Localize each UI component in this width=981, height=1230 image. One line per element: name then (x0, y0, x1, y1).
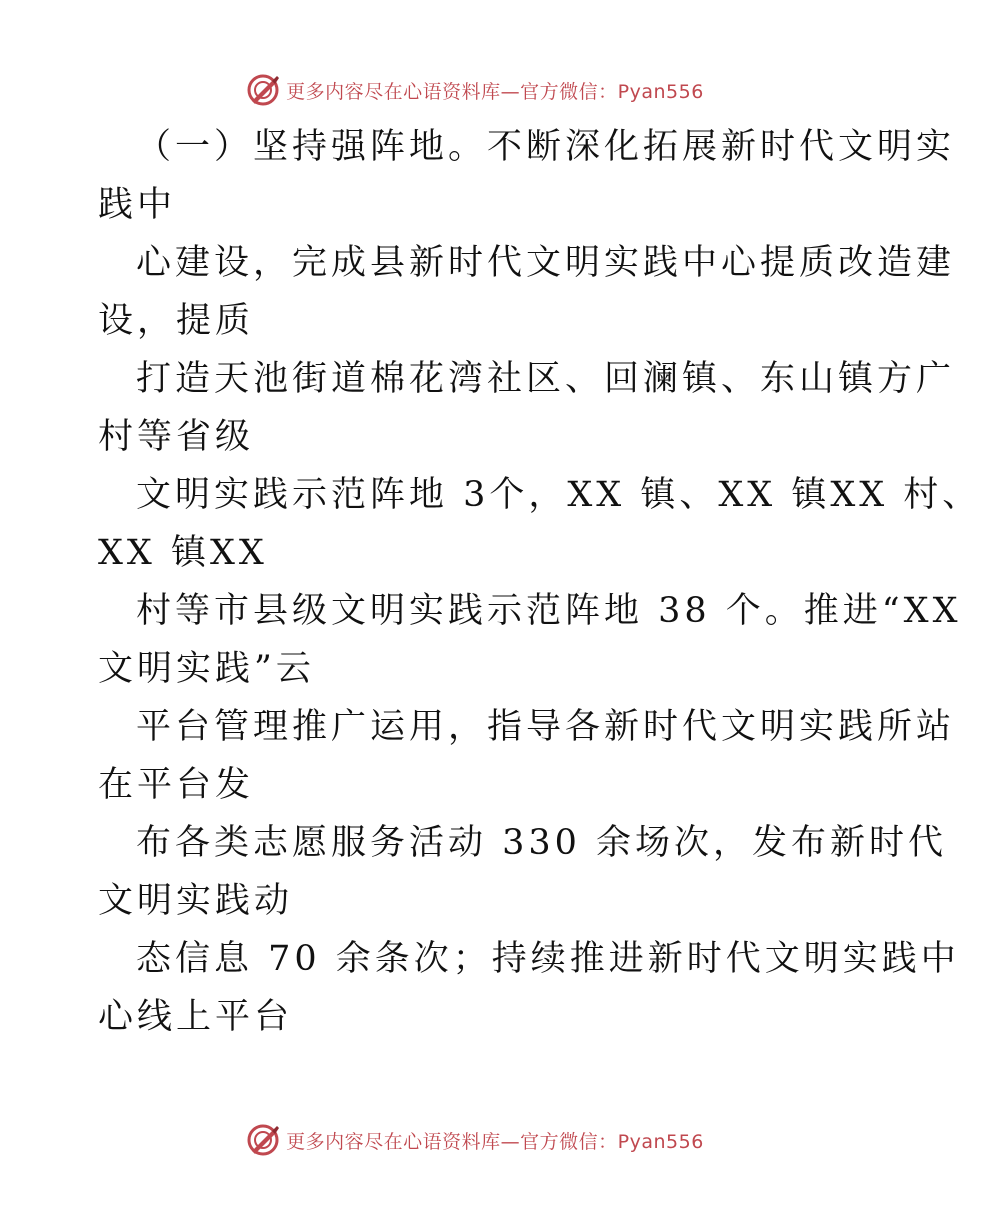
body-line: 平台管理推广运用，指导各新时代文明实践所站 (136, 707, 956, 747)
header-watermark-text: 更多内容尽在心语资料库—官方微信：Pyan556 (286, 80, 704, 103)
body-line: 村等省级 (98, 417, 255, 457)
pen-emblem-logo-icon (246, 73, 280, 107)
body-line: 布各类志愿服务活动 330 余场次，发布新时代 (136, 823, 948, 863)
body-line: （一）坚持强阵地。不断深化拓展新时代文明实 (136, 127, 956, 167)
body-line: 打造天池街道棉花湾社区、回澜镇、东山镇方广 (136, 359, 956, 399)
body-line: 文明实践”云 (98, 649, 315, 689)
body-line: 态信息 70 余条次；持续推进新时代文明实践中 (136, 939, 960, 979)
body-line: 村等市县级文明实践示范阵地 38 个。推进“XX (136, 591, 962, 631)
body-line: XX 镇XX (98, 533, 268, 573)
body-line: 设，提质 (98, 301, 255, 341)
body-line: 心建设，完成县新时代文明实践中心提质改造建 (136, 243, 956, 283)
document-body (98, 118, 981, 1046)
pen-emblem-logo-icon (246, 1123, 280, 1157)
footer-watermark-text: 更多内容尽在心语资料库—官方微信：Pyan556 (286, 1130, 704, 1153)
body-line: 文明实践示范阵地 3个，XX 镇、XX 镇XX 村、 (136, 475, 981, 515)
header-watermark (0, 70, 950, 110)
body-line: 在平台发 (98, 765, 255, 805)
footer-watermark (0, 1120, 950, 1160)
body-line: 践中 (98, 185, 177, 225)
body-line: 心线上平台 (98, 997, 294, 1037)
body-line: 文明实践动 (98, 881, 294, 921)
